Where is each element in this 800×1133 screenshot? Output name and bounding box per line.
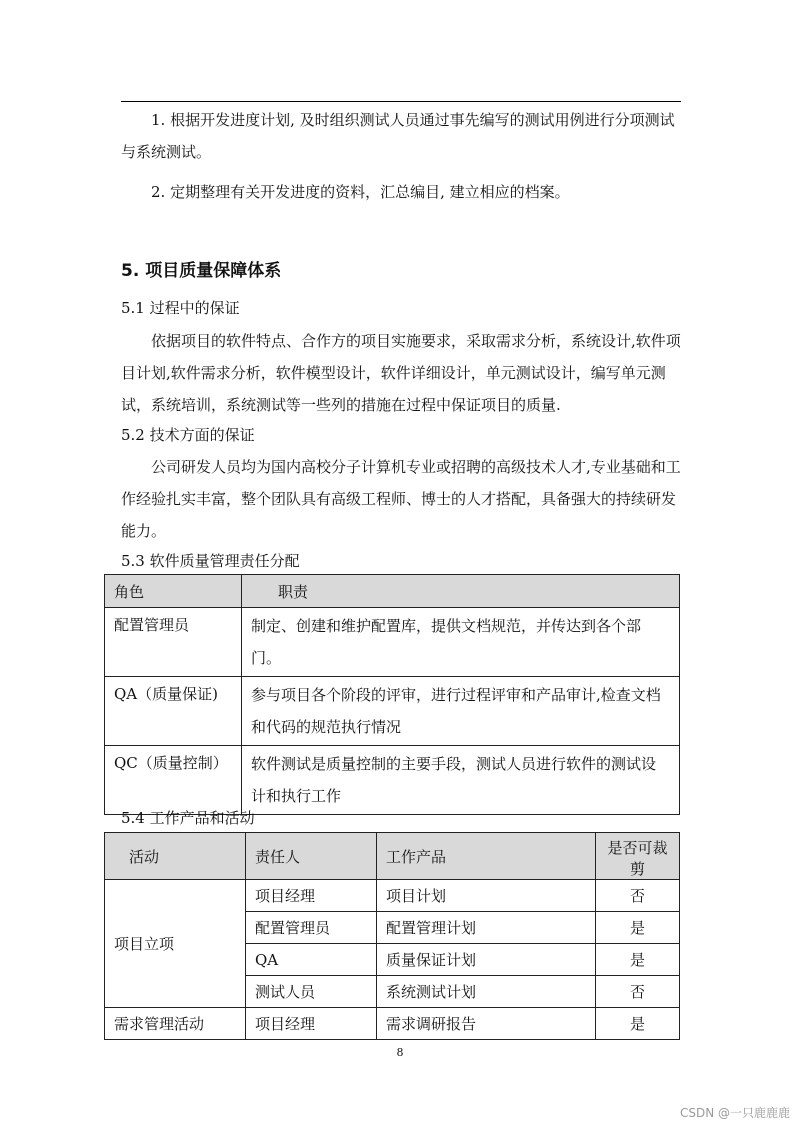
product-cell: 质量保证计划	[377, 944, 596, 976]
product-cell: 需求调研报告	[377, 1008, 596, 1040]
owner-cell: 项目经理	[246, 1008, 377, 1040]
section-5-title: 5. 项目质量保障体系	[121, 261, 282, 281]
table-row	[105, 1008, 680, 1040]
table-header-row	[105, 833, 680, 880]
section-5-2-heading: 5.2 技术方面的保证	[121, 426, 255, 444]
role-cell: QC（质量控制）	[105, 746, 242, 815]
table-header-row	[105, 575, 680, 608]
tailorable-cell: 是	[596, 912, 680, 944]
section-5-4-heading: 5.4 工作产品和活动	[121, 809, 255, 827]
tailorable-cell: 否	[596, 976, 680, 1008]
product-cell: 项目计划	[377, 880, 596, 912]
owner-cell: 项目经理	[246, 880, 377, 912]
activity-cell: 项目立项	[105, 880, 246, 1008]
section-5-3-heading: 5.3 软件质量管理责任分配	[121, 552, 300, 570]
table-row	[105, 677, 680, 746]
duty-cell: 制定、创建和维护配置库，提供文档规范，并传达到各个部门。	[242, 608, 680, 677]
section-5-1-heading: 5.1 过程中的保证	[121, 299, 240, 317]
product-cell: 配置管理计划	[377, 912, 596, 944]
header-owner: 责任人	[246, 833, 377, 880]
header-role: 角色	[105, 575, 242, 608]
section-5-2-body: 公司研发人员均为国内高校分子计算机专业或招聘的高级技术人才,专业基础和工作经验扎实丰富，整个团队具有高级工程师、博士的人才搭配，具备强大的持续研发能力。	[121, 458, 681, 540]
section-5-1-body: 依据项目的软件特点、合作方的项目实施要求，采取需求分析，系统设计,软件项目计划,软件需求分析，软件模型设计，软件详细设计，单元测试设计，编写单元测试，系统培训，系统测试等一些列的措施在过程中保证项目的质量.	[121, 332, 681, 414]
header-rule	[121, 101, 681, 102]
product-cell: 系统测试计划	[377, 976, 596, 1008]
page-number: 8	[396, 1046, 404, 1059]
header-duty: 职责	[242, 575, 680, 608]
table-row	[105, 608, 680, 677]
responsibility-table	[104, 574, 680, 815]
header-tailorable: 是否可裁剪	[596, 833, 680, 880]
header-product: 工作产品	[377, 833, 596, 880]
tailorable-cell: 否	[596, 880, 680, 912]
role-cell: 配置管理员	[105, 608, 242, 677]
duty-cell: 软件测试是质量控制的主要手段，测试人员进行软件的测试设计和执行工作	[242, 746, 680, 815]
owner-cell: QA	[246, 944, 377, 976]
activity-table	[104, 832, 680, 1040]
intro-item-1: 1. 根据开发进度计划, 及时组织测试人员通过事先编写的测试用例进行分项测试与系统测试。	[121, 111, 675, 161]
role-cell: QA（质量保证)	[105, 677, 242, 746]
table-row	[105, 880, 680, 912]
header-activity: 活动	[105, 833, 246, 880]
duty-cell: 参与项目各个阶段的评审，进行过程评审和产品审计,检查文档和代码的规范执行情况	[242, 677, 680, 746]
watermark: CSDN @一只鹿鹿鹿	[679, 1106, 790, 1120]
tailorable-cell: 是	[596, 944, 680, 976]
owner-cell: 配置管理员	[246, 912, 377, 944]
owner-cell: 测试人员	[246, 976, 377, 1008]
intro-item-2: 2. 定期整理有关开发进度的资料，汇总编目, 建立相应的档案。	[151, 183, 570, 201]
activity-cell: 需求管理活动	[105, 1008, 246, 1040]
table-row	[105, 746, 680, 815]
tailorable-cell: 是	[596, 1008, 680, 1040]
